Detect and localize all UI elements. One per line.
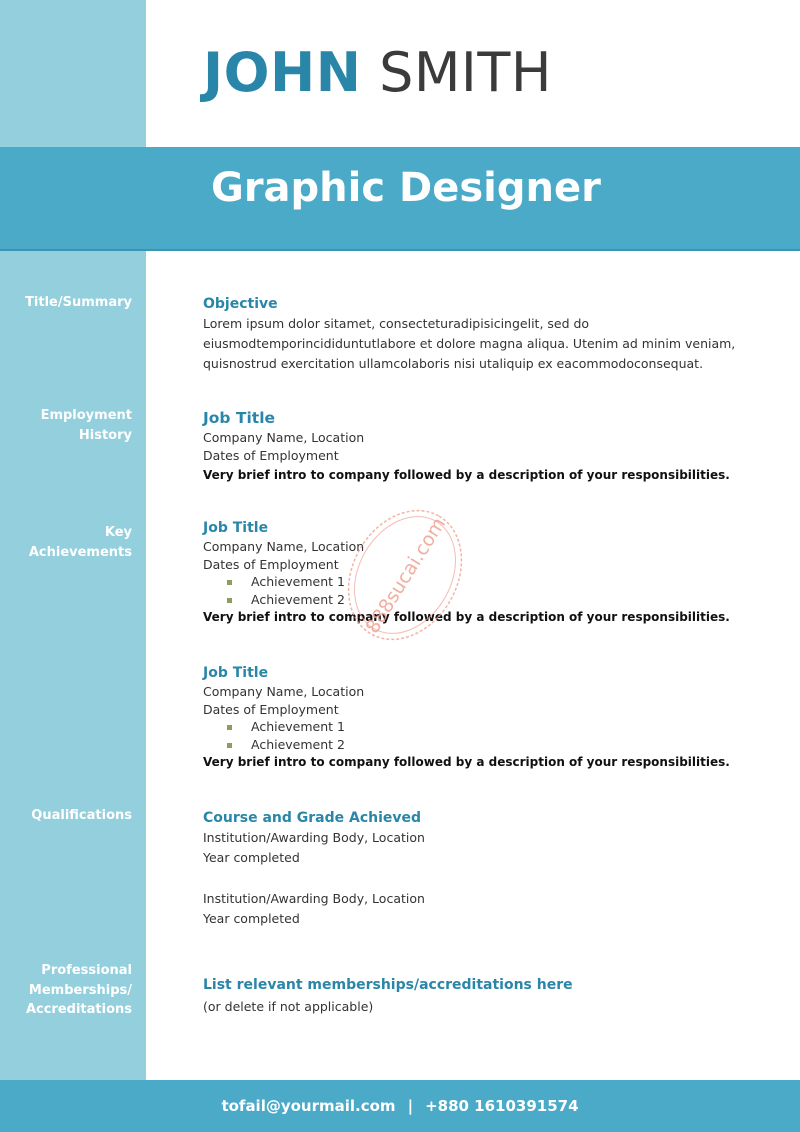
job-company: Company Name, Location — [203, 684, 365, 699]
job-description: Very brief intro to company followed by a description of your responsibilities. — [203, 755, 730, 769]
job-description: Very brief intro to company followed by a description of your responsibilities. — [203, 468, 730, 482]
bullet-square-icon — [227, 743, 232, 748]
job-title: Job Title — [203, 409, 276, 427]
objective-section — [203, 294, 735, 374]
job-company: Company Name, Location — [203, 539, 365, 554]
qualification-year: Year completed — [203, 911, 300, 926]
objective-heading: Objective — [203, 296, 278, 312]
bullet-square-icon — [227, 725, 232, 730]
first-name: JOHN — [203, 41, 362, 104]
memberships-section — [203, 975, 573, 1017]
sidebar-label-employment: Employment History — [40, 408, 132, 443]
sidebar-label-memberships: Professional Memberships/ Accreditations — [25, 963, 132, 1017]
watermark-text: 888sucai.com — [361, 513, 451, 638]
job-heading: Graphic Designer — [211, 165, 601, 211]
job-entry — [203, 518, 730, 626]
footer-email[interactable]: tofail@yourmail.com — [221, 1097, 396, 1115]
job-title: Job Title — [203, 520, 269, 536]
objective-line: quisnostrud exercitation ullamcolaboris nisi utaliquip ex eacommodoconsequat. — [203, 356, 704, 371]
qualifications-section — [203, 808, 425, 929]
qualification-institution: Institution/Awarding Body, Location — [203, 891, 425, 906]
footer-phone[interactable]: +880 1610391574 — [425, 1097, 579, 1115]
achievement-item: Achievement 1 — [203, 718, 730, 736]
footer-contact — [0, 1080, 800, 1132]
qualification-heading: Course and Grade Achieved — [203, 810, 422, 826]
qualification-institution: Institution/Awarding Body, Location — [203, 830, 425, 845]
candidate-name — [203, 40, 552, 106]
achievement-item: Achievement 2 — [203, 736, 730, 754]
sidebar-label-achievements: Key Achievements — [28, 525, 132, 560]
achievement-item: Achievement 1 — [203, 573, 730, 591]
objective-line: Lorem ipsum dolor sitamet, consecteturadipisicingelit, sed do — [203, 316, 590, 331]
achievement-item: Achievement 2 — [203, 591, 730, 609]
job-dates: Dates of Employment — [203, 447, 339, 463]
job-title: Job Title — [203, 665, 269, 681]
job-description: Very brief intro to company followed by a description of your responsibilities. — [203, 610, 730, 624]
bullet-square-icon — [227, 598, 232, 603]
footer-separator: | — [407, 1097, 414, 1115]
job-entry — [203, 407, 730, 484]
last-name: SMITH — [379, 41, 552, 104]
job-dates: Dates of Employment — [203, 701, 339, 717]
objective-line: eiusmodtemporincididuntutlabore et dolore magna aliqua. Utenim ad minim veniam, — [203, 336, 736, 351]
job-entry — [203, 663, 730, 771]
sidebar-label-qualifications: Qualifications — [31, 808, 132, 823]
sidebar-label-summary: Title/Summary — [25, 295, 132, 310]
job-dates: Dates of Employment — [203, 556, 339, 572]
memberships-heading: List relevant memberships/accreditations here — [203, 977, 573, 993]
job-company: Company Name, Location — [203, 430, 365, 445]
bullet-square-icon — [227, 580, 232, 585]
memberships-note: (or delete if not applicable) — [203, 999, 374, 1014]
qualification-year: Year completed — [203, 850, 300, 865]
